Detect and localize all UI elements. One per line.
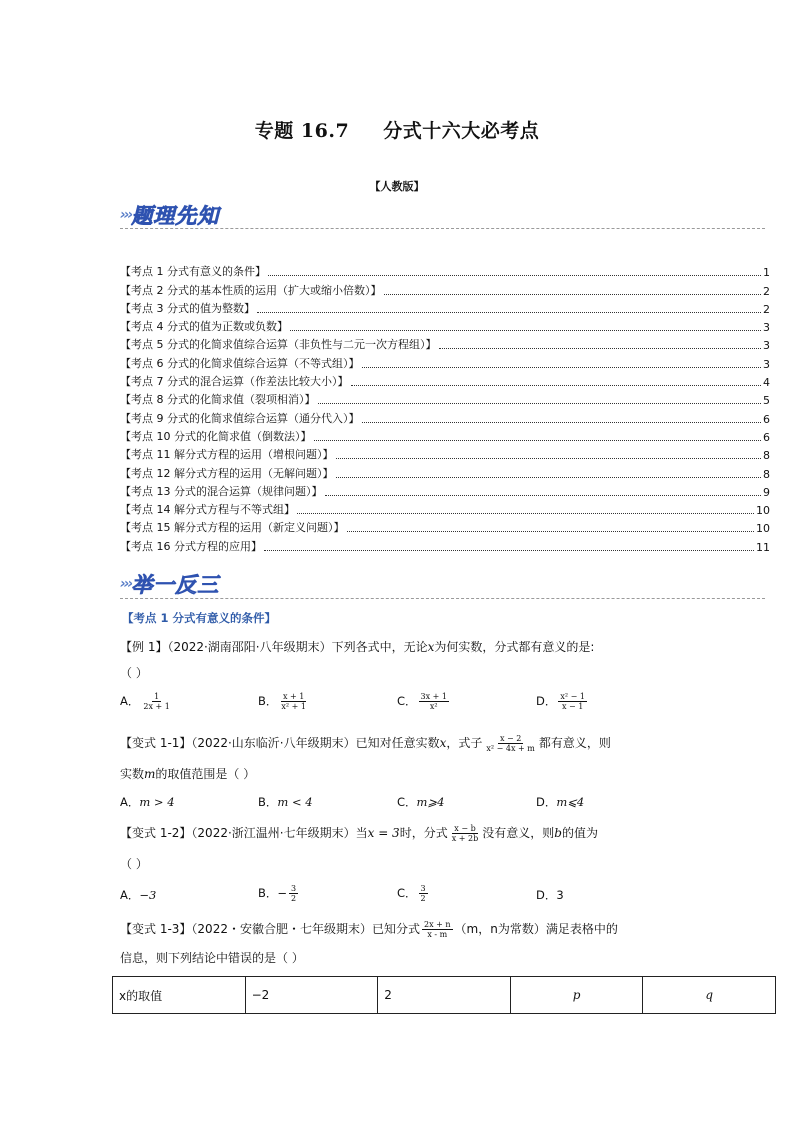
option-expr: −3 (139, 888, 157, 902)
question-v13-line2: 信息，则下列结论中错误的是（ ） (120, 951, 304, 965)
toc-entry[interactable] (120, 407, 770, 425)
toc-entry[interactable] (120, 261, 770, 279)
fraction (141, 692, 171, 711)
fraction-numerator: x² − 1 (560, 692, 585, 701)
toc-entry[interactable] (120, 462, 770, 480)
toc-entry-page: 1 (763, 266, 770, 280)
toc-entry-page: 6 (763, 430, 770, 444)
question-text: 都有意义，则 (538, 736, 611, 750)
toc-entry-label: 【考点 12 解分式方程的运用（无解问题）】 (120, 466, 334, 480)
toc-entry-label: 【考点 1 分式有意义的条件】 (120, 265, 266, 279)
fraction-numerator: x − b (454, 824, 476, 833)
toc-banner (120, 200, 219, 226)
toc-leader-dots (362, 422, 762, 423)
option-letter: B． (258, 795, 278, 809)
option-letter: A． (120, 694, 140, 708)
info-table (112, 976, 776, 1014)
fraction (419, 884, 428, 903)
option-a[interactable] (120, 794, 175, 810)
toc-leader-dots (290, 330, 761, 331)
toc-entry-label: 【考点 16 分式方程的应用】 (120, 539, 262, 553)
toc-leader-dots (268, 275, 761, 276)
option-letter: B． (258, 886, 278, 900)
fraction-denominator: x² + 1 (281, 702, 306, 711)
option-b[interactable] (258, 794, 313, 810)
toc-leader-dots (325, 495, 762, 496)
toc-entry-label: 【考点 14 解分式方程与不等式组】 (120, 503, 295, 517)
fraction-denominator: x − 1 (561, 702, 584, 711)
fraction-numerator: 3 (291, 884, 297, 893)
toc-entry-page: 10 (756, 522, 770, 536)
fraction (279, 692, 308, 711)
option-expr: 3 (556, 888, 564, 902)
fraction-numerator: 2x + n (423, 920, 451, 929)
question-tag: 【变式 1-3】 (120, 922, 192, 936)
fraction (419, 692, 449, 711)
option-expr: m⩾4 (416, 795, 445, 809)
table-cell: p (510, 977, 643, 1014)
toc-entry-page: 9 (763, 485, 770, 499)
toc-entry[interactable] (120, 499, 770, 517)
toc-entry[interactable] (120, 426, 770, 444)
toc-entry-label: 【考点 4 分式的值为正数或负数】 (120, 320, 288, 334)
fraction-numerator: 1 (154, 692, 160, 701)
fraction (484, 734, 536, 753)
toc-entry-page: 6 (763, 412, 770, 426)
toc-leader-dots (336, 477, 762, 478)
toc-entry[interactable] (120, 334, 770, 352)
option-letter: A． (120, 888, 140, 902)
practice-banner-text: 举一反三 (131, 572, 220, 597)
math-var: b (554, 826, 562, 840)
toc-banner-text: 题理先知 (131, 203, 220, 228)
toc-entry-label: 【考点 6 分式的化简求值综合运算（不等式组）】 (120, 356, 360, 370)
answer-paren: （ ） (120, 666, 148, 680)
fraction (558, 692, 587, 711)
math-var: x (427, 640, 435, 654)
question-text: ，式子 (446, 736, 483, 750)
toc-entry-page: 10 (756, 504, 770, 518)
option-d[interactable] (536, 887, 564, 903)
table-cell: 2 (378, 977, 511, 1014)
option-c[interactable] (397, 884, 430, 903)
title-text: 分式十六大必考点 (383, 120, 540, 142)
toc-leader-dots (264, 550, 754, 551)
option-b[interactable] (258, 884, 300, 903)
question-tag: 【例 1】 (120, 640, 168, 654)
toc-leader-dots (318, 403, 762, 404)
option-letter: D． (536, 888, 557, 902)
toc-entry-label: 【考点 3 分式的值为整数】 (120, 301, 255, 315)
toc-leader-dots (297, 513, 754, 514)
option-d[interactable] (536, 692, 589, 711)
title-number: 专题 16.7 (254, 120, 350, 142)
option-letter: A． (120, 795, 140, 809)
answer-paren: （ ） (120, 857, 148, 871)
toc-entry[interactable] (120, 444, 770, 462)
toc-leader-dots (362, 367, 762, 368)
toc-entry-page: 3 (763, 357, 770, 371)
fraction-numerator: 3x + 1 (420, 692, 448, 701)
question-text: 下列各式中，无论 (331, 640, 428, 654)
toc-leader-dots (384, 294, 762, 295)
fraction-numerator: x + 1 (283, 692, 305, 701)
question-source: （2022·湖南邵阳·八年级期末） (167, 640, 332, 654)
toc-entry-label: 【考点 9 分式的化简求值综合运算（通分代入）】 (120, 411, 360, 425)
question-text: 的取值范围是（ ） (155, 767, 256, 781)
fraction (289, 884, 298, 903)
toc-entry-label: 【考点 2 分式的基本性质的运用（扩大或缩小倍数）】 (120, 283, 382, 297)
toc-entry-page: 4 (763, 376, 770, 390)
toc-entry-page: 3 (763, 321, 770, 335)
fraction (450, 824, 481, 843)
table-row (113, 977, 776, 1014)
fraction-denominator: x - m (427, 930, 448, 939)
fraction-denominator: 2 (420, 894, 426, 903)
divider (120, 598, 765, 599)
option-letter: C． (397, 795, 417, 809)
option-a[interactable] (120, 887, 156, 903)
toc-entry[interactable] (120, 371, 770, 389)
divider (120, 228, 765, 229)
question-v12 (120, 824, 598, 843)
fraction-denominator: x² − 4x + m (486, 744, 535, 753)
option-c[interactable] (397, 794, 444, 810)
table-cell: x的取值 (113, 977, 246, 1014)
option-expr: m⩽4 (556, 795, 585, 809)
question-text: 时，分式 (399, 826, 448, 840)
option-a[interactable] (120, 692, 174, 711)
fraction-denominator: 2x + 1 (143, 702, 170, 711)
fraction (422, 920, 453, 939)
toc-entry-label: 【考点 5 分式的化简求值综合运算（非负性与二元一次方程组）】 (120, 338, 437, 352)
question-tag: 【变式 1-2】 (120, 826, 192, 840)
toc-entry[interactable] (120, 279, 770, 297)
fraction-numerator: x − 2 (499, 734, 522, 743)
question-text: 已知分式 (371, 922, 420, 936)
toc-leader-dots (351, 385, 762, 386)
toc-entry-label: 【考点 7 分式的混合运算（作差法比较大小）】 (120, 375, 349, 389)
toc-leader-dots (257, 312, 761, 313)
question-ex1 (120, 638, 594, 656)
question-v13 (120, 920, 618, 939)
option-expr: m > 4 (139, 795, 175, 809)
toc-entry[interactable] (120, 535, 770, 553)
question-v11-line2 (120, 765, 255, 783)
toc-leader-dots (336, 458, 762, 459)
toc-entry[interactable] (120, 316, 770, 334)
toc-entry[interactable] (120, 517, 770, 535)
fraction-denominator: 2 (291, 894, 297, 903)
toc-entry-page: 3 (763, 339, 770, 353)
fraction-denominator: x + 2b (451, 834, 479, 843)
toc-leader-dots (347, 531, 755, 532)
option-letter: C． (397, 886, 417, 900)
question-text: 没有意义，则 (482, 826, 555, 840)
option-letter: D． (536, 694, 557, 708)
section-heading: 【考点 1 分式有意义的条件】 (122, 611, 277, 625)
option-sign: − (277, 886, 288, 900)
toc-entry-page: 8 (763, 449, 770, 463)
triple-arrow-icon: ››› (120, 576, 132, 592)
toc-entry-label: 【考点 13 分式的混合运算（规律问题）】 (120, 484, 323, 498)
math-var: m (144, 767, 156, 781)
toc-entry-page: 2 (763, 302, 770, 316)
toc-leader-dots (439, 348, 762, 349)
math-var: x (439, 736, 447, 750)
toc-leader-dots (314, 440, 762, 441)
question-text: （m，n为常数）满足表格中的 (454, 922, 618, 936)
fraction-numerator: 3 (420, 884, 426, 893)
question-text: 实数 (120, 767, 145, 781)
toc-entry[interactable] (120, 298, 770, 316)
option-b[interactable] (258, 692, 310, 711)
question-source: （2022·山东临沂·八年级期末） (191, 736, 356, 750)
toc-entry-label: 【考点 8 分式的化简求值（裂项相消）】 (120, 393, 316, 407)
toc-entry[interactable] (120, 352, 770, 370)
table-of-contents (120, 261, 770, 554)
table-cell: q (643, 977, 776, 1014)
toc-entry-page: 11 (756, 540, 770, 554)
option-letter: C． (397, 694, 417, 708)
option-letter: B． (258, 694, 278, 708)
table-cell: −2 (245, 977, 378, 1014)
toc-entry-label: 【考点 10 分式的化简求值（倒数法）】 (120, 429, 312, 443)
question-source: （2022・安徽合肥・七年级期末） (191, 922, 372, 936)
toc-entry-label: 【考点 15 解分式方程的运用（新定义问题）】 (120, 521, 345, 535)
toc-entry-page: 8 (763, 467, 770, 481)
option-d[interactable] (536, 794, 584, 810)
page-title (0, 116, 794, 143)
toc-entry[interactable] (120, 481, 770, 499)
question-text: 当 (355, 826, 368, 840)
toc-entry-page: 5 (763, 394, 770, 408)
question-source: （2022·浙江温州·七年级期末） (191, 826, 356, 840)
question-v11 (120, 734, 611, 753)
question-tag: 【变式 1-1】 (120, 736, 192, 750)
toc-entry-page: 2 (763, 284, 770, 298)
practice-banner (120, 569, 219, 595)
option-letter: D． (536, 795, 557, 809)
option-c[interactable] (397, 692, 451, 711)
toc-entry[interactable] (120, 389, 770, 407)
triple-arrow-icon: ››› (120, 207, 132, 223)
question-text: 的值为 (561, 826, 598, 840)
question-text: 已知对任意实数 (355, 736, 440, 750)
option-expr: m < 4 (277, 795, 313, 809)
math-expr: x = 3 (367, 826, 400, 840)
edition-label: 【人教版】 (369, 180, 425, 193)
fraction-denominator: x² (429, 702, 438, 711)
question-text: 为何实数，分式都有意义的是: (434, 640, 595, 654)
toc-entry-label: 【考点 11 解分式方程的运用（增根问题）】 (120, 448, 334, 462)
